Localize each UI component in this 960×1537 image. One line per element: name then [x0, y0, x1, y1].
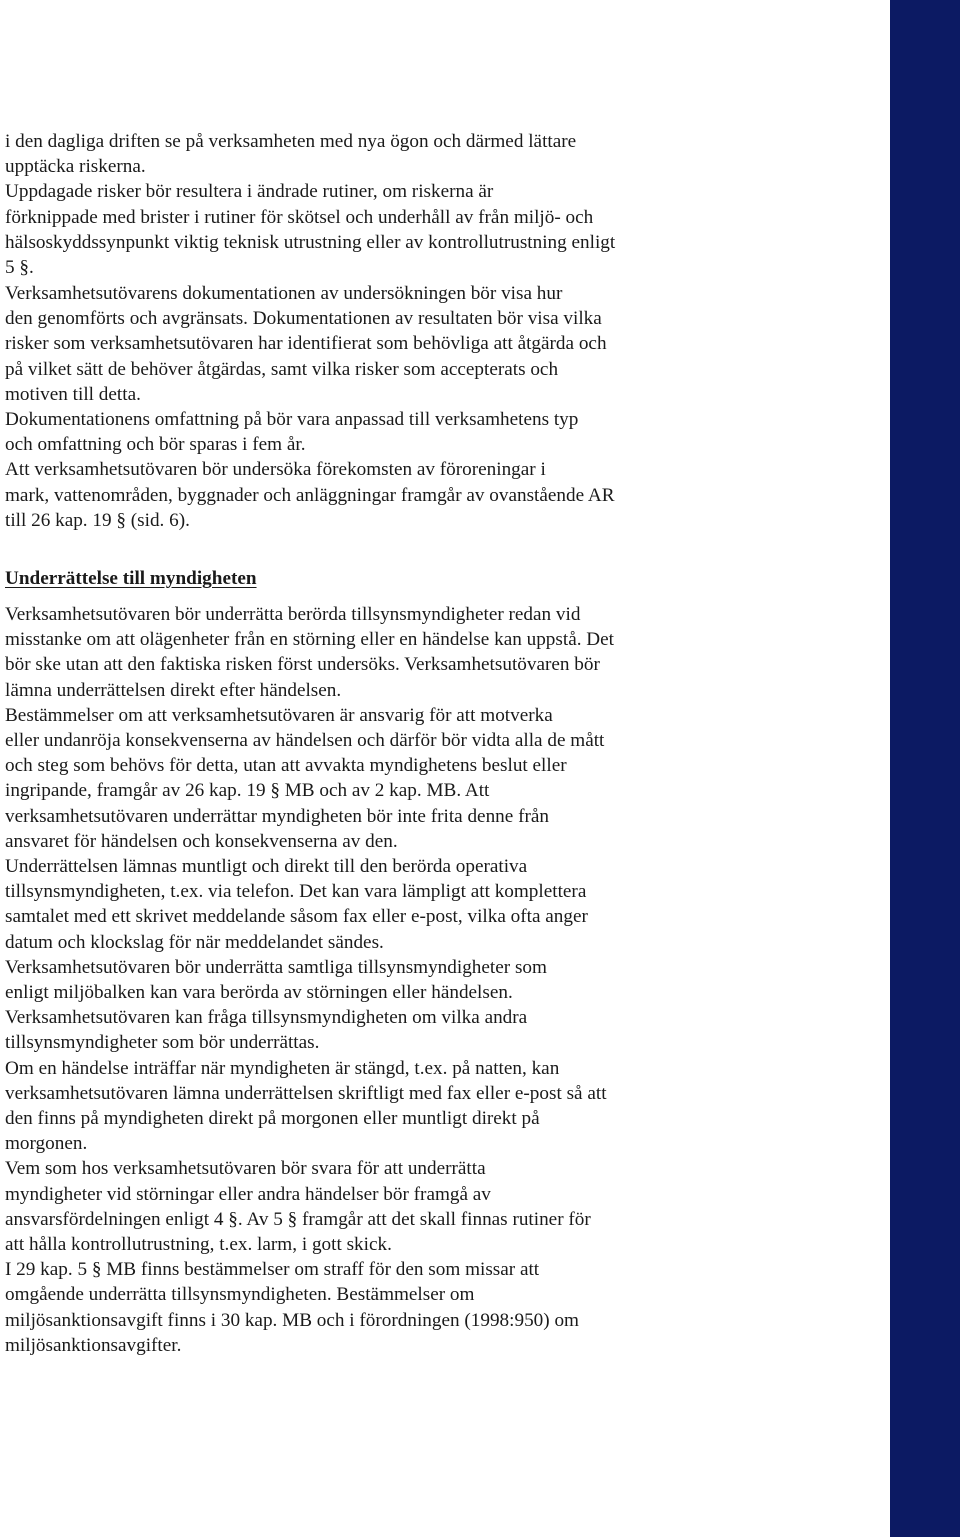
section-heading: Underrättelse till myndigheten [5, 568, 257, 589]
body-paragraph-documentation: Verksamhetsutövarens dokumentationen av undersökningen bör visa hur den genomförts och avgränsats. Dokumentationen av resultaten bör visa vilka risker som verksamhetsutövaren har identifierat som behövliga att åtgärda och på vilket sätt de behöver åtgärdas, samt vilka risker som accepterats och motiven till detta. Dokumentationens omfattning på bör vara anpassad till verksamhetens typ och omfattning och bör sparas i fem år. Att verksamhetsutövaren bör undersöka förekomsten av föroreningar i mark, vattenområden, byggnader och anläggningar framgår av ovanstående AR till 26 kap. 19 § (sid. 6). [5, 283, 615, 531]
body-paragraph-risk-discovery: i den dagliga driften se på verksamheten med nya ögon och därmed lättare upptäcka riskerna. Uppdagade risker bör resultera i ändrade rutiner, om riskerna är förknippade med brister i rutiner för skötsel och underhåll av från miljö- och hälsoskyddssynpunkt viktig teknisk utrustning eller av kontrollutrustning enligt 5 §. [5, 131, 616, 279]
body-paragraph-notification: Verksamhetsutövaren bör underrätta berörda tillsynsmyndigheter redan vid misstanke om att olägenheter från en störning eller en händelse kan uppstå. Det bör ske utan att den faktiska risken först undersöks. Verksamhetsutövaren bör lämna underrättelsen direkt efter händelsen. Bestämmelser om att verksamhetsutövaren är ansvarig för att motverka eller undanröja konsekvenserna av händelsen och därför bör vidta alla de mått och steg som behövs för detta, utan att avvakta myndighetens beslut eller ingripande, framgår av 26 kap. 19 § MB och av 2 kap. MB. Att verksamhetsutövaren underrättar myndigheten bör inte frita denne från ansvaret för händelsen och konsekvenserna av den. Underrättelsen lämnas muntligt och direkt till den berörda operativa tillsynsmyndigheten, t.ex. via telefon. Det kan vara lämpligt att komplettera samtalet med ett skrivet meddelande såsom fax eller e-post, vilka ofta anger datum och klockslag för när meddelandet sändes. Verksamhetsutövaren bör underrätta samtliga tillsynsmyndigheter som enligt miljöbalken kan vara berörda av störningen eller händelsen. Verksamhetsutövaren kan fråga tillsynsmyndigheten om vilka andra tillsynsmyndigheter som bör underrättas. Om en händelse inträffar när myndigheten är stängd, t.ex. på natten, kan verksamhetsutövaren lämna underrättelsen skriftligt med fax eller e-post så att den finns på myndigheten direkt på morgonen eller muntligt direkt på morgonen. Vem som hos verksamhetsutövaren bör svara för att underrätta myndigheter vid störningar eller andra händelser bör framgå av ansvarsfördelningen enligt 4 §. Av 5 § framgår att det skall finnas rutiner för att hålla kontrollutrustning, t.ex. larm, i gott skick. I 29 kap. 5 § MB finns bestämmelser om straff för den som missar att omgående underrätta tillsynsmyndigheten. Bestämmelser om miljösanktionsavgift finns i 30 kap. MB och i förordningen (1998:950) om miljösanktionsavgifter. [5, 604, 615, 1356]
right-accent-band [890, 0, 960, 1537]
